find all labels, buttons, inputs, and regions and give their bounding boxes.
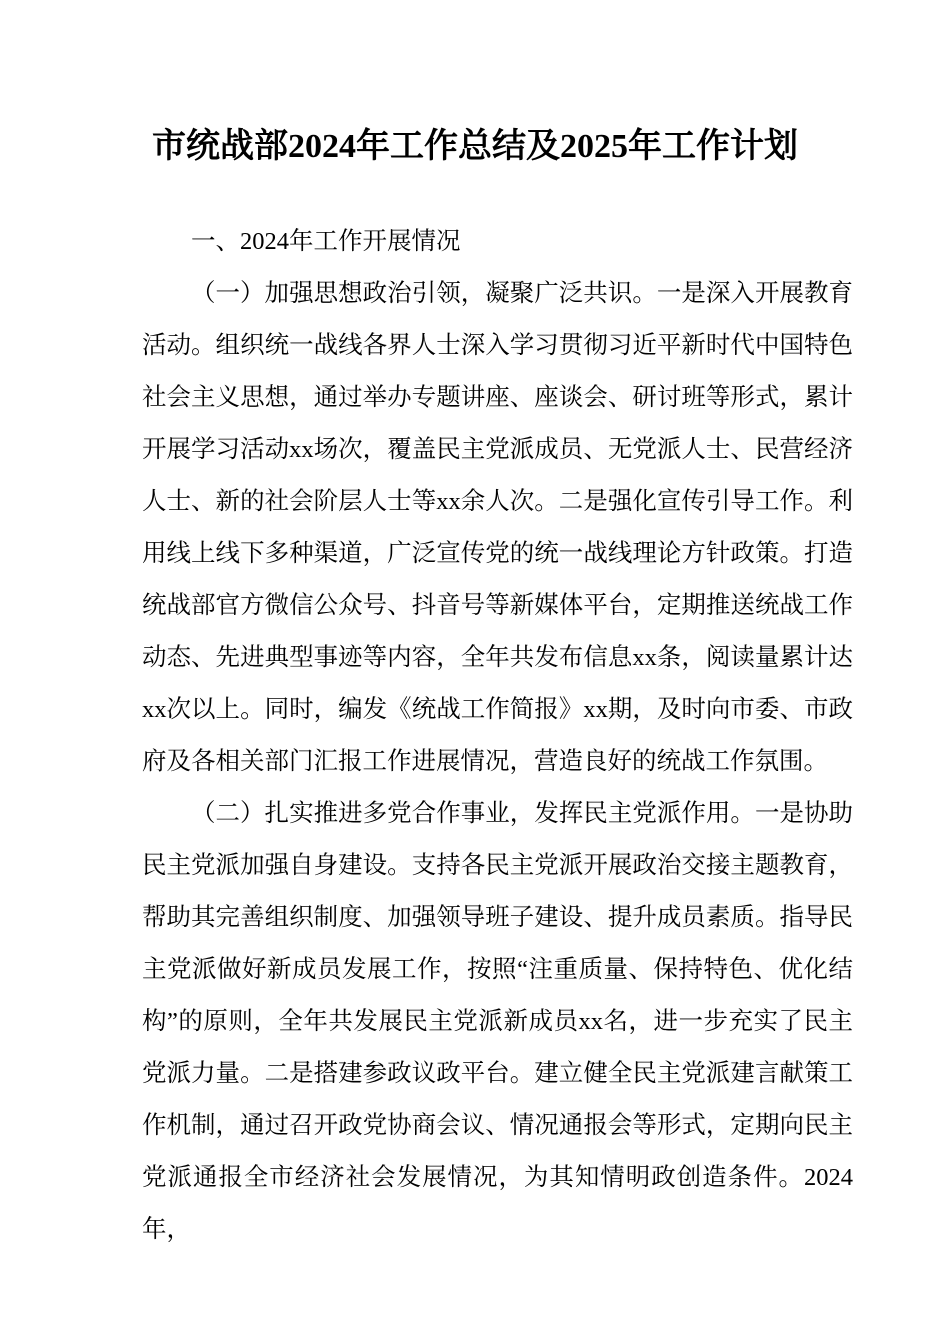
document-body xyxy=(142,216,853,1256)
document-title: 市统战部2024年工作总结及2025年工作计划 xyxy=(152,128,798,165)
section-heading-2024-work: 一、2024年工作开展情况 xyxy=(191,228,461,255)
paragraph-multiparty-cooperation: （二）扎实推进多党合作事业，发挥民主党派作用。一是协助民主党派加强自身建设。支持各民主党派开展政治交接主题教育，帮助其完善组织制度、加强领导班子建设、提升成员素质。指导民主党派做好新成员发展工作，按照“注重质量、保持特色、优化结构”的原则，全年共发展民主党派新成员xx名，进一步充实了民主党派力量。二是搭建参政议政平台。建立健全民主党派建言献策工作机制，通过召开政党协商会议、情况通报会等形式，定期向民主党派通报全市经济社会发展情况，为其知情明政创造条件。2024年， xyxy=(142,800,853,1243)
paragraph-ideological-guidance: （一）加强思想政治引领，凝聚广泛共识。一是深入开展教育活动。组织统一战线各界人士深入学习贯彻习近平新时代中国特色社会主义思想，通过举办专题讲座、座谈会、研讨班等形式，累计开展学习活动xx场次，覆盖民主党派成员、无党派人士、民营经济人士、新的社会阶层人士等xx余人次。二是强化宣传引导工作。利用线上线下多种渠道，广泛宣传党的统一战线理论方针政策。打造统战部官方微信公众号、抖音号等新媒体平台，定期推送统战工作动态、先进典型事迹等内容，全年共发布信息xx条，阅读量累计达xx次以上。同时，编发《统战工作简报》xx期，及时向市委、市政府及各相关部门汇报工作进展情况，营造良好的统战工作氛围。 xyxy=(142,280,853,775)
